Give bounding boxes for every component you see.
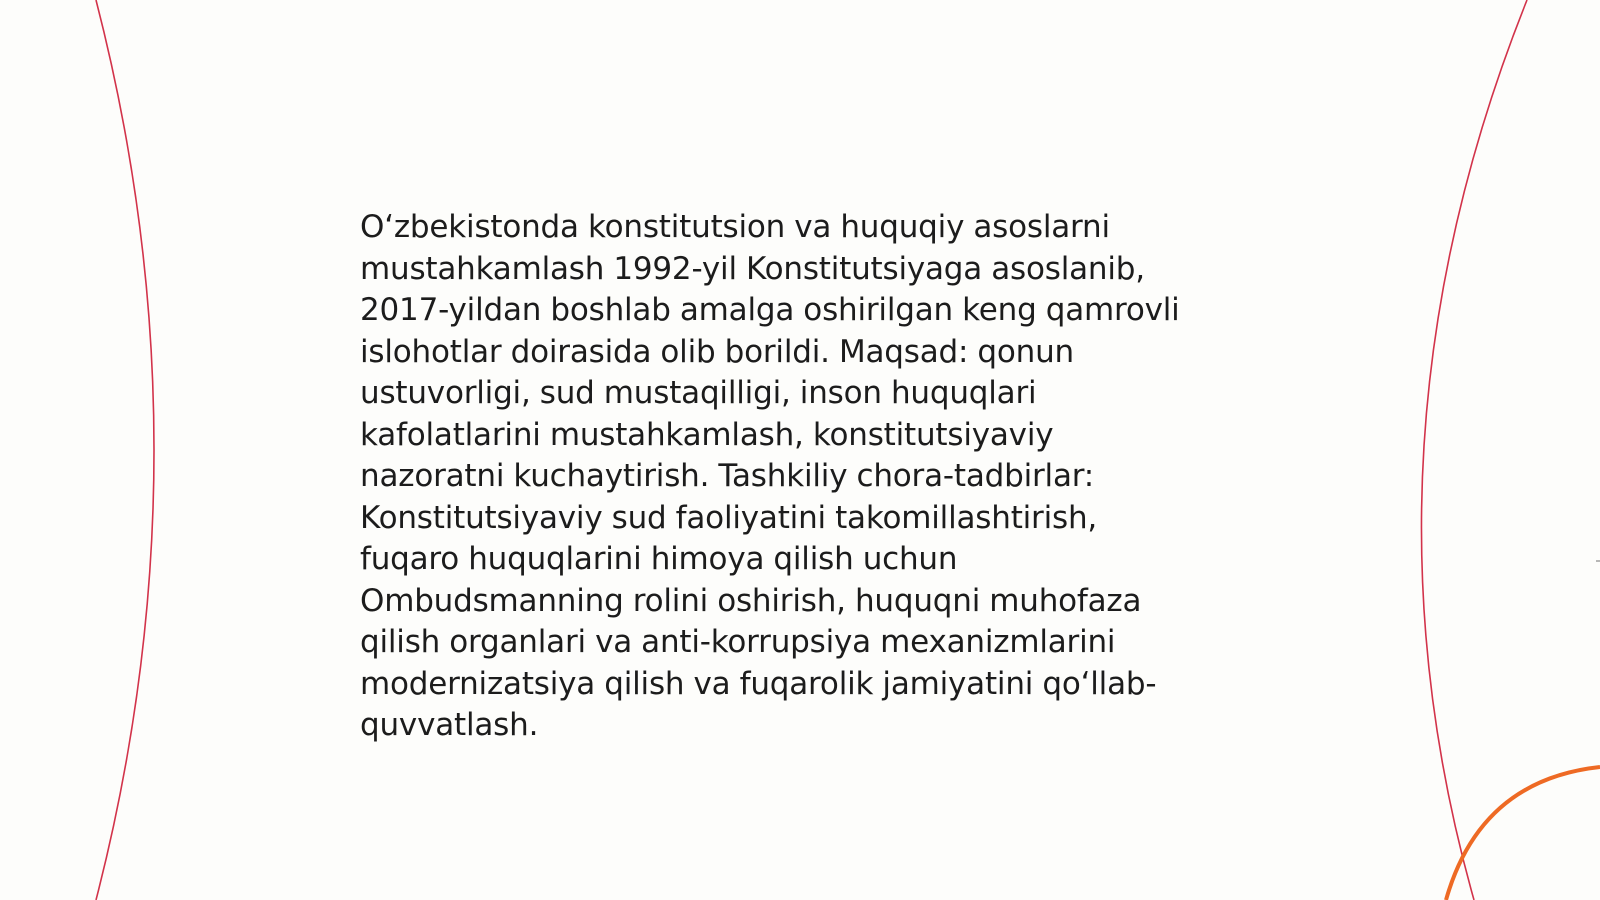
body-line: quvvatlash. [360, 707, 539, 743]
body-line: kafolatlarini mustahkamlash, konstitutsiyaviy [360, 416, 1054, 453]
body-line: Ombudsmanning rolini oshirish, huquqni muhofaza [360, 582, 1142, 619]
body-line: nazoratni kuchaytirish. Tashkiliy chora-tadbirlar: [360, 458, 1094, 494]
body-line: 2017-yildan boshlab amalga oshirilgan keng qamrovli [360, 292, 1180, 328]
body-line: O‘zbekistonda konstitutsion va huquqiy asoslarni [360, 209, 1110, 245]
slide-body-text [360, 207, 1240, 747]
body-line: ustuvorligi, sud mustaqilligi, inson huquqlari [360, 375, 1037, 411]
body-line: qilish organlari va anti-korrupsiya mexanizmlarini [360, 624, 1116, 660]
body-line: Konstitutsiyaviy sud faoliyatini takomillashtirish, [360, 499, 1098, 536]
body-line: fuqaro huquqlarini himoya qilish uchun [360, 541, 958, 577]
body-line: modernizatsiya qilish va fuqarolik jamiyatini qo‘llab- [360, 665, 1157, 702]
right-red-arc [1421, 0, 1527, 900]
body-line: islohotlar doirasida olib borildi. Maqsad: qonun [360, 333, 1074, 370]
left-red-arc [96, 0, 154, 900]
body-line: mustahkamlash 1992-yil Konstitutsiyaga asoslanib, [360, 250, 1145, 287]
